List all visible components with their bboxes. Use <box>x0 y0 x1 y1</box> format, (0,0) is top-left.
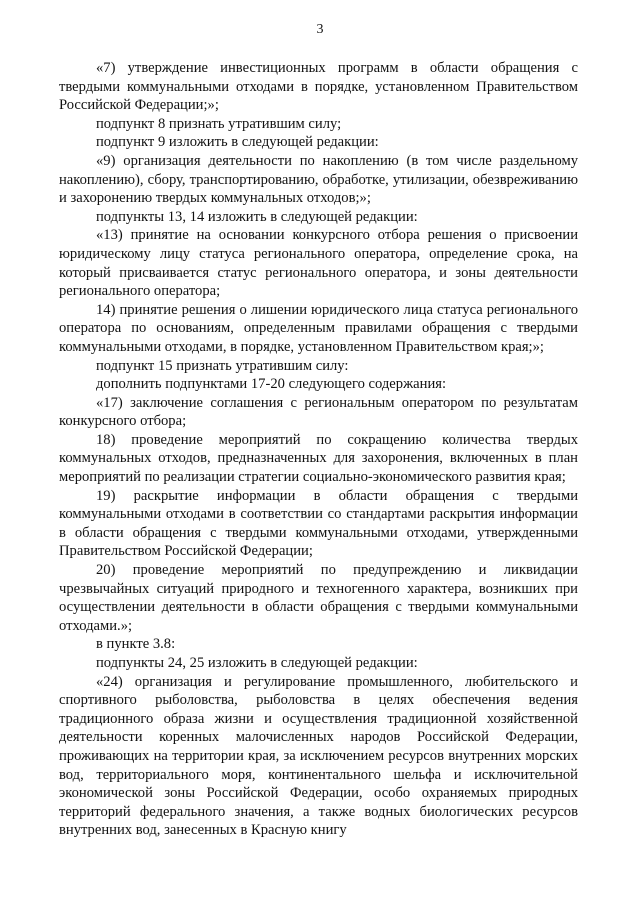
page-number: 3 <box>316 22 324 37</box>
paragraph: 19) раскрытие информации в области обращения с твердыми коммунальными отходами в соответствии со стандартами раскрытия информации в области обращения с твердыми коммунальными отходами, утвержденными Правительством Российской Федерации; <box>59 487 578 560</box>
paragraph: подпункт 9 изложить в следующей редакции: <box>96 134 379 151</box>
paragraph: подпункты 24, 25 изложить в следующей редакции: <box>96 655 418 671</box>
paragraph: подпункты 13, 14 изложить в следующей редакции: <box>96 208 418 225</box>
paragraph: дополнить подпунктами 17-20 следующего содержания: <box>96 376 447 393</box>
paragraph: подпункт 8 признать утратившим силу; <box>96 115 342 132</box>
paragraph: 20) проведение мероприятий по предупреждению и ликвидации чрезвычайных ситуаций природного и техногенного характера, возникших при осуществлении деятельности в области обращения с твердыми коммунальными отходами.»; <box>59 562 578 634</box>
paragraph: 18) проведение мероприятий по сокращению количества твердых коммунальных отходов, предназначенных для захоронения, включенных в план мероприятий по реализации стратегии социально-экономического развития края; <box>59 431 578 486</box>
paragraph: «13) принятие на основании конкурсного отбора решения о присвоении юридическому лицу статуса регионального оператора, определение срока, на который присваивается статус регионального оператора, и зоны деятельности регионального оператора; <box>59 227 578 300</box>
document-body <box>59 59 578 840</box>
paragraph: «24) организация и регулирование промышленного, любительского и спортивного рыболовства, рыболовства в целях обеспечения ведения традиционного образа жизни и осуществления традиционной хозяйственной деятельности коренных малочисленных народов Российской Федерации, проживающих на территории края, за исключением ресурсов внутренних морских вод, территориального моря, континентального шельфа и исключительной экономической зоны Российской Федерации, особо охраняемых природных территорий федерального значения, а также водных биологических ресурсов внутренних вод, занесенных в Красную книгу <box>59 673 578 839</box>
paragraph: подпункт 15 признать утратившим силу: <box>96 357 349 374</box>
paragraph: в пункте 3.8: <box>96 636 176 653</box>
paragraph: «7) утверждение инвестиционных программ в области обращения с твердыми коммунальными отходами в порядке, установленном Правительством Российской Федерации;»; <box>59 60 578 114</box>
paragraph: 14) принятие решения о лишении юридического лица статуса регионального оператора по основаниям, определенным правилами обращения с твердыми коммунальными отходами, в порядке, установленном Правительством края;»; <box>59 301 578 355</box>
paragraph: «17) заключение соглашения с региональным оператором по результатам конкурсного отбора; <box>59 394 578 430</box>
paragraph: «9) организация деятельности по накоплению (в том числе раздельному накоплению), сбору, транспортированию, обработке, утилизации, обезвреживанию и захоронению твердых коммунальных отходов;»; <box>59 152 578 207</box>
